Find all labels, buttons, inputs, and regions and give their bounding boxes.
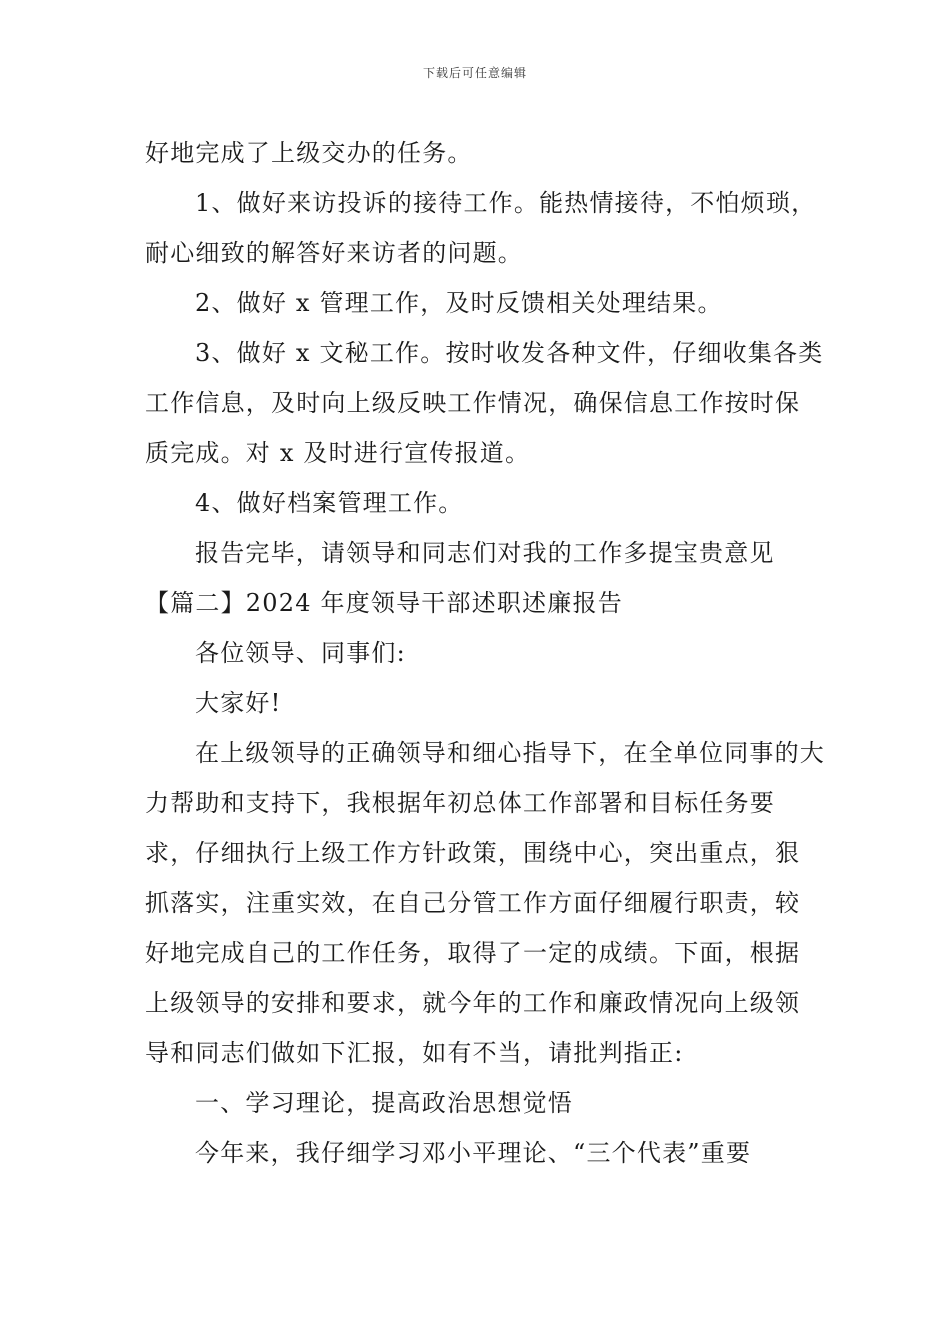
section-heading: 【篇二】2024 年度领导干部述职述廉报告 xyxy=(145,589,623,617)
page-header: 下载后可任意编辑 xyxy=(422,66,527,80)
subsection-heading: 一、学习理论，提高政治思想觉悟 xyxy=(195,1089,573,1117)
greeting: 大家好! xyxy=(195,689,282,717)
paragraph-4: 3、做好 x 文秘工作。按时收发各种文件，仔细收集各类工作信息，及时向上级反映工作情况，确保信息工作按时保质完成。对 x 及时进行宣传报道。 xyxy=(145,339,824,467)
paragraph-2: 1、做好来访投诉的接待工作。能热情接待，不怕烦琐，耐心细致的解答好来访者的问题。 xyxy=(145,189,817,267)
paragraph-1: 好地完成了上级交办的任务。 xyxy=(145,139,473,167)
paragraph-6: 报告完毕，请领导和同志们对我的工作多提宝贵意见 xyxy=(195,539,775,567)
paragraph-5: 4、做好档案管理工作。 xyxy=(195,489,464,517)
paragraph-last: 今年来，我仔细学习邓小平理论、“三个代表”重要 xyxy=(195,1139,752,1167)
paragraph-3: 2、做好 x 管理工作，及时反馈相关处理结果。 xyxy=(195,289,723,317)
salutation: 各位领导、同事们: xyxy=(195,639,406,667)
paragraph-intro: 在上级领导的正确领导和细心指导下，在全单位同事的大力帮助和支持下，我根据年初总体工作部署和目标任务要求，仔细执行上级工作方针政策，围绕中心，突出重点，狠抓落实，注重实效，在自己分管工作方面仔细履行职责，较好地完成自己的工作任务，取得了一定的成绩。下面，根据上级领导的安排和要求，就今年的工作和廉政情况向上级领导和同志们做如下汇报，如有不当，请批判指正: xyxy=(145,739,825,1067)
document-body xyxy=(145,128,825,1178)
